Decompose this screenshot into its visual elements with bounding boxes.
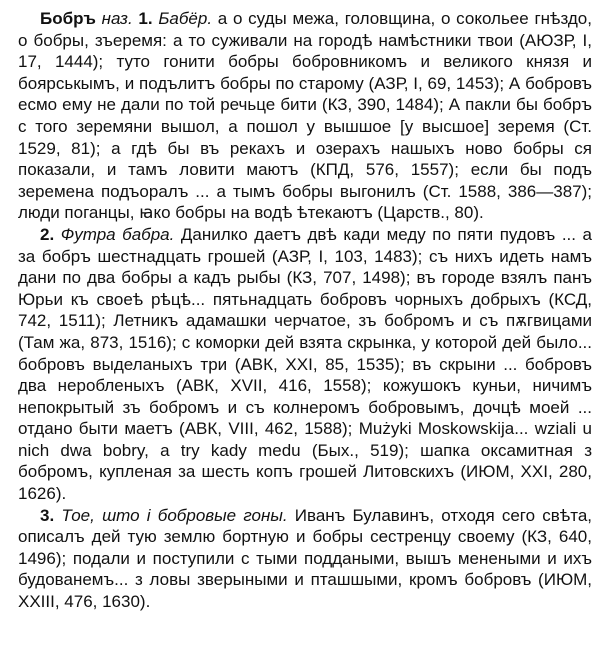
sense-number: 1. xyxy=(138,9,153,28)
sense-citations: Данилко даетъ двѣ кади меду по пяти пудовъ ... а за бобръ шестнадцать грошей (АЗР, I, 103, 1483); съ нихъ идеть намъ дани по два бобры а кадъ рыбы (КЗ, 707, 1498); въ городе взялъ панъ Юрьи къ своеѣ рѣцѣ... пятьнадцать бобровъ чорныхъ добрыхъ (КСД, 742, 1511); Летникъ адамашки черчатое, зъ бобромъ и съ пѫгвицами (Там жа, 873, 1516); с коморки дей взята скрынка, у которой дей было... бобровъ выделаныхъ три (АВК, XXI, 85, 1535); въ скрыни ... бобровъ два неробленыхъ (АВК, XVII, 416, 1558); кожушокъ куньи, ничимъ непокрытый зъ бобромъ и съ колнеромъ бобровымъ, дочцѣ моей ... отдано быти маетъ (АВК, VIII, 462, 1588); Mużyki Moskowskija... wziali u nich dwa bobry, a try kady medu (Бых., 519); шапка оксамитная з бобромъ, купленая за шесть копъ грошей Литовскихъ (ИЮМ, XXI, 280, 1626). xyxy=(18,224,592,504)
sense-gloss: Бабёр. xyxy=(158,9,213,28)
sense-3 xyxy=(18,505,592,613)
dictionary-entry xyxy=(18,8,592,613)
sense-number: 3. xyxy=(40,505,55,525)
sense-citations: а о суды межа, головщина, о сокольее гнѣздо, о бобры, зъеремя: а то суживали на городѣ намѣстники твои (АЮЗР, I, 17, 1444); туто гонити бобры бобровникомъ и великого князя и боярськымъ, и подълитъ бобры по старому (АЗР, I, 69, 1453); А бобровъ есмо ему не дали по той речьце бити (КЗ, 390, 1484); А пакли бы бобръ с того зеремяни вышол, а пошол у вышшое [у высшое] зеремя (Ст. 1529, 81); а гдѣ бы въ рекахъ и озерахъ нашыхъ ново бобры ся показали, и тамъ ловити маютъ (КПД, 576, 1557); если бы подъ зеремена подъоралъ ... а тымъ бобры выгонилъ (Ст. 1588, 386—387); люди поганцы, ꙗко бобры на водѣ ѣтекаютъ (Царств., 80). xyxy=(18,9,592,223)
sense-gloss: Тое, што і бобровые гоны. xyxy=(61,505,288,525)
headword: Бобръ xyxy=(40,9,96,28)
sense-number: 2. xyxy=(40,224,55,244)
sense-1 xyxy=(18,8,592,224)
sense-2 xyxy=(18,224,592,505)
sense-citations: Иванъ Булавинъ, отходя сего свѣта, описалъ дей тую землю бортную и бобры сестренцу своему (КЗ, 640, 1496); подали и поступили с тыми поддаными, вышъ менеными и ихъ будованемъ... з ловы зверыными и пташшыми, кромъ бобровъ (ИЮМ, XXIII, 476, 1630). xyxy=(18,505,593,612)
part-of-speech: наз. xyxy=(101,9,133,28)
sense-gloss: Футра бабра. xyxy=(60,224,175,244)
